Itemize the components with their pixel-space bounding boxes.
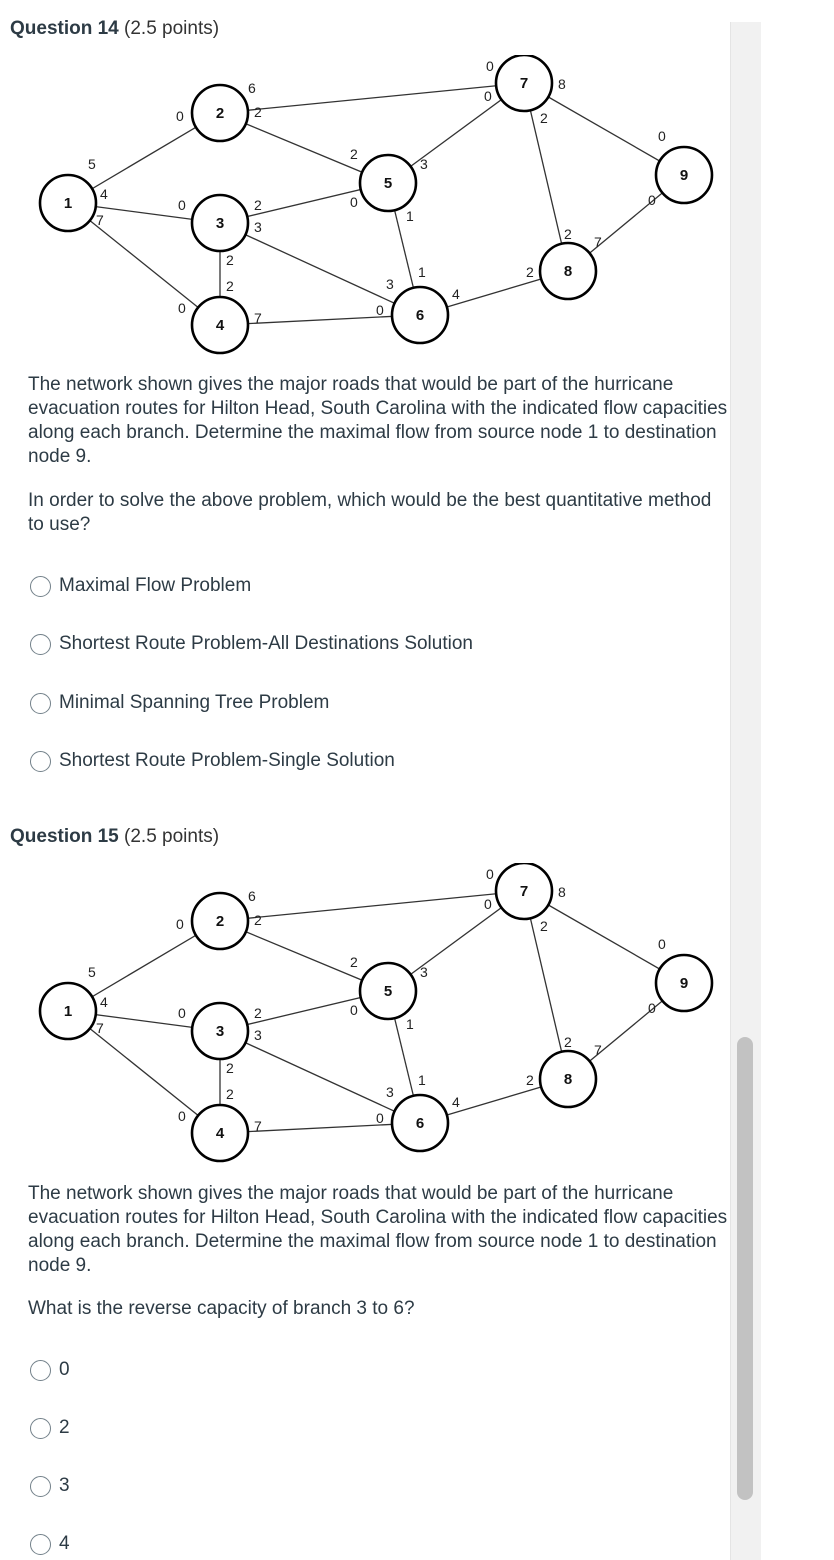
cap-label: 0 [350,194,358,210]
edge-3-6 [220,1031,420,1123]
cap-label: 7 [594,234,602,250]
option-label: 3 [59,1475,70,1496]
cap-label: 0 [176,108,184,124]
network-prompt: The network shown gives the major roads that would be part of the hurricane evacuation routes for Hilton Head, South Carolina with the indicated flow capacities along each branch. Determine the maximal flow from source node 1 to destination node 9. [28,1183,728,1276]
answer-option[interactable] [30,1417,70,1439]
node-2 [192,85,248,141]
cap-label: 8 [558,76,566,92]
cap-label: 0 [178,197,186,213]
node-label: 5 [383,983,393,1000]
cap-label: 4 [100,994,108,1010]
question-text: In order to solve the above problem, which would be the best quantitative method to use? [28,490,712,535]
cap-label: 7 [254,1118,262,1134]
cap-label: 6 [248,80,256,96]
cap-label: 0 [486,58,494,74]
node-label: 2 [215,913,225,930]
cap-label: 0 [178,1005,186,1021]
radio-button[interactable] [30,1476,51,1497]
cap-label: 2 [564,226,572,242]
node-label: 4 [215,1125,225,1142]
cap-label: 0 [648,1000,656,1016]
cap-label: 3 [386,1084,394,1100]
cap-label: 2 [350,954,358,970]
node-9 [656,147,712,203]
answer-option[interactable] [30,1533,70,1555]
question-text: What is the reverse capacity of branch 3 to 6? [28,1298,415,1319]
cap-label: 3 [254,219,262,235]
cap-label: 2 [254,197,262,213]
cap-label: 2 [254,1005,262,1021]
node-8 [540,1051,596,1107]
question-15-heading [10,826,219,848]
radio-button[interactable] [30,576,51,597]
cap-label: 2 [350,146,358,162]
cap-label: 0 [350,1002,358,1018]
question-points: (2.5 points) [124,18,220,39]
node-label: 7 [519,883,529,900]
cap-label: 1 [406,1016,414,1032]
answer-option[interactable] [30,575,251,597]
cap-label: 2 [226,1060,234,1076]
cap-label: 0 [376,302,384,318]
node-label: 6 [415,1115,425,1132]
cap-label: 0 [176,916,184,932]
cap-label: 6 [248,888,256,904]
edge-4-6 [220,315,420,325]
cap-label: 1 [406,208,414,224]
node-label: 2 [215,105,225,122]
node-3 [192,195,248,251]
edge-3-6 [220,223,420,315]
answer-option[interactable] [30,1359,70,1381]
cap-label: 1 [418,264,426,280]
node-label: 6 [415,307,425,324]
edge-4-6 [220,1123,420,1133]
cap-label: 4 [452,286,460,302]
cap-label: 7 [96,1020,104,1036]
answer-option[interactable] [30,750,395,772]
cap-label: 3 [254,1027,262,1043]
cap-label: 2 [254,104,262,120]
cap-label: 2 [526,1072,534,1088]
scrollbar-thumb[interactable] [737,1037,753,1500]
node-1 [40,983,96,1039]
cap-label: 7 [254,310,262,326]
node-7 [496,55,552,111]
node-9 [656,955,712,1011]
node-label: 3 [215,215,225,232]
cap-label: 2 [526,264,534,280]
radio-button[interactable] [30,1534,51,1555]
edge-2-7 [220,891,524,921]
cap-label: 4 [452,1094,460,1110]
cap-label: 2 [254,912,262,928]
node-label: 4 [215,317,225,334]
node-label: 1 [63,1003,73,1020]
node-label: 7 [519,75,529,92]
cap-label: 2 [226,278,234,294]
cap-label: 0 [484,896,492,912]
cap-label: 0 [178,1108,186,1124]
node-label: 1 [63,195,73,212]
node-label: 9 [679,975,689,992]
node-5 [360,155,416,211]
network-prompt: The network shown gives the major roads that would be part of the hurricane evacuation routes for Hilton Head, South Carolina with the indicated flow capacities along each branch. Determine the maximal flow from source node 1 to destination node 9. [28,374,728,467]
cap-label: 7 [96,212,104,228]
cap-label: 0 [376,1110,384,1126]
radio-button[interactable] [30,693,51,714]
cap-label: 3 [420,964,428,980]
node-label: 5 [383,175,393,192]
cap-label: 2 [226,1086,234,1102]
node-8 [540,243,596,299]
cap-label: 5 [88,964,96,980]
network-svg [28,55,718,355]
node-4 [192,1105,248,1161]
cap-label: 0 [178,300,186,316]
cap-label: 1 [418,1072,426,1088]
node-6 [392,287,448,343]
node-5 [360,963,416,1019]
option-label: Minimal Spanning Tree Problem [59,692,330,713]
network-diagram [28,55,718,355]
cap-label: 0 [658,936,666,952]
option-label: 2 [59,1417,70,1438]
node-4 [192,297,248,353]
cap-label: 0 [486,866,494,882]
question-14-heading [10,18,219,40]
cap-label: 0 [484,88,492,104]
answer-option[interactable] [30,1475,70,1497]
question-points: (2.5 points) [124,826,220,847]
cap-label: 2 [226,252,234,268]
cap-label: 3 [420,156,428,172]
cap-label: 2 [540,918,548,934]
network-diagram [28,863,718,1163]
node-label: 9 [679,167,689,184]
radio-button[interactable] [30,751,51,772]
network-svg [28,863,718,1163]
cap-label: 4 [100,186,108,202]
cap-label: 8 [558,884,566,900]
option-label: Shortest Route Problem-All Destinations Solution [59,633,473,654]
answer-option[interactable] [30,633,473,655]
node-label: 8 [563,1071,573,1088]
option-label: 0 [59,1359,70,1380]
cap-label: 3 [386,276,394,292]
node-6 [392,1095,448,1151]
option-label: Shortest Route Problem-Single Solution [59,750,395,771]
node-7 [496,863,552,919]
cap-label: 2 [540,110,548,126]
cap-label: 0 [658,128,666,144]
option-label: Maximal Flow Problem [59,575,252,596]
question-number: Question 15 [10,826,119,847]
node-1 [40,175,96,231]
cap-label: 2 [564,1034,572,1050]
answer-option[interactable] [30,692,329,714]
edge-2-7 [220,83,524,113]
question-number: Question 14 [10,18,119,39]
cap-label: 0 [648,192,656,208]
node-3 [192,1003,248,1059]
radio-button[interactable] [30,1418,51,1439]
cap-label: 7 [594,1042,602,1058]
option-label: 4 [59,1533,70,1554]
radio-button[interactable] [30,634,51,655]
radio-button[interactable] [30,1360,51,1381]
node-2 [192,893,248,949]
cap-label: 5 [88,156,96,172]
node-label: 3 [215,1023,225,1040]
node-label: 8 [563,263,573,280]
